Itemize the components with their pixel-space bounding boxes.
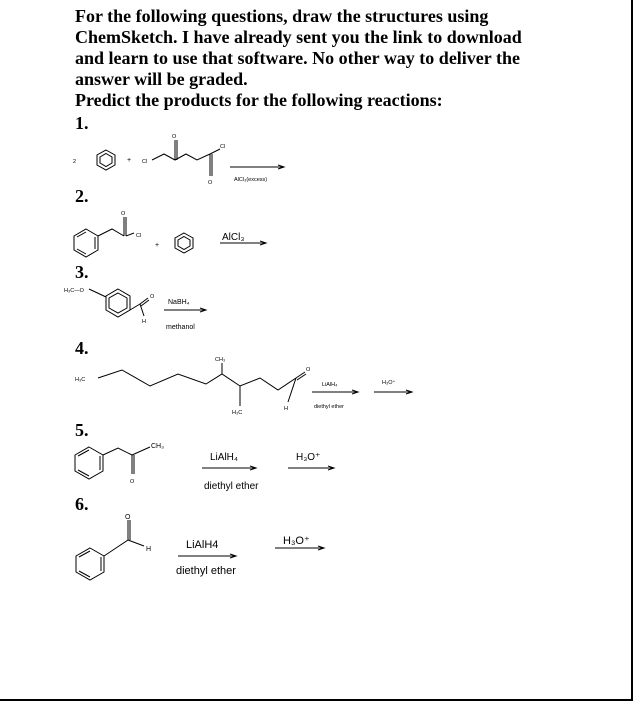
plus-sign: + — [155, 242, 160, 249]
question-2-number: 2. — [75, 186, 89, 206]
oxygen-label: O — [150, 294, 155, 300]
instruction-line: answer will be graded. — [75, 69, 248, 89]
oxygen-label: O — [306, 367, 311, 373]
chain-bond — [152, 154, 210, 160]
double-bond — [78, 450, 89, 456]
question-5-reaction — [60, 438, 360, 498]
benzene-inner-ring — [178, 237, 190, 250]
reagent-label: AlCl₃ — [222, 232, 245, 243]
aldehyde-bond — [130, 304, 140, 310]
benzene-ring — [75, 447, 103, 479]
question-1-reaction — [60, 130, 360, 195]
question-6-reaction — [60, 510, 360, 585]
oxygen-label: O — [208, 180, 213, 186]
question-1-number: 1. — [75, 113, 89, 133]
oxygen-label: O — [125, 514, 131, 521]
question-4-number: 4. — [75, 338, 89, 358]
reagent-label: LiAlH4 — [186, 539, 219, 551]
hydrogen-label: H — [284, 406, 288, 412]
methyl-bond — [132, 447, 150, 455]
instruction-line: For the following questions, draw the structures using — [75, 6, 489, 26]
instruction-heading: Predict the products for the following reactions: — [75, 90, 443, 110]
double-bond — [78, 470, 89, 476]
question-2-reaction — [60, 205, 360, 265]
chlorine-label: Cl — [220, 144, 226, 150]
double-bond — [79, 551, 90, 557]
double-bond — [79, 571, 90, 577]
solvent-label: diethyl ether — [176, 565, 236, 577]
oxygen-label: O — [172, 134, 177, 140]
workup-label: H₃O⁺ — [382, 380, 396, 386]
carbonyl-bond — [141, 300, 149, 306]
solvent-label: methanol — [166, 324, 195, 331]
workup-label: H₃O⁺ — [283, 535, 310, 547]
carbon-chain — [98, 370, 296, 390]
instruction-line: and learn to use that software. No other way to deliver the — [75, 48, 520, 68]
coefficient: 2 — [73, 159, 77, 165]
hydrogen-label: H — [146, 546, 152, 553]
methyl-label: H₃C — [232, 410, 243, 416]
question-4-reaction — [60, 350, 430, 430]
benzene-ring — [76, 548, 104, 580]
question-3-number: 3. — [75, 262, 89, 282]
aldehyde-h-bond — [288, 378, 296, 402]
acyl-cl-bond — [210, 149, 220, 154]
methyl-label: CH₃ — [151, 443, 164, 450]
chlorine-label: Cl — [142, 159, 148, 165]
chlorine-label: Cl — [136, 233, 142, 239]
instruction-line: ChemSketch. I have already sent you the link to download — [75, 27, 522, 47]
reagent-label: LiAlH₄ — [322, 382, 338, 388]
oxygen-label: O — [121, 211, 126, 217]
oxygen-label: O — [130, 479, 135, 485]
workup-label: H₃O⁺ — [296, 452, 321, 463]
question-6-number: 6. — [75, 494, 89, 514]
benzene-inner-ring — [109, 293, 127, 313]
methyl-label: H₃C — [75, 377, 86, 383]
solvent-label: diethyl ether — [314, 404, 344, 410]
benzene-ring — [74, 229, 98, 257]
plus-sign: + — [127, 157, 132, 164]
question-5-number: 5. — [75, 420, 89, 440]
solvent-label: diethyl ether — [204, 481, 259, 492]
chain-bond — [98, 229, 124, 236]
double-bond — [77, 249, 86, 254]
chain-bond — [103, 448, 132, 455]
reagent-label: AlCl₃(excess) — [234, 177, 268, 183]
instructions — [75, 6, 623, 111]
reagent-label: NaBH₄ — [168, 299, 190, 306]
question-3-reaction — [60, 282, 260, 342]
benzene-inner-ring — [100, 154, 112, 167]
double-bond — [77, 232, 86, 237]
chain-bond — [104, 540, 128, 556]
hydrogen-label: H — [142, 319, 146, 325]
methoxy-bond — [89, 289, 106, 297]
aldehyde-h-bond — [128, 540, 144, 546]
acyl-cl-bond — [126, 233, 134, 236]
reagent-label: LiAlH₄ — [210, 452, 238, 463]
methoxy-label: H₃C—O — [64, 288, 84, 294]
carbonyl-bond — [140, 298, 148, 304]
methyl-label: CH₃ — [215, 357, 226, 363]
